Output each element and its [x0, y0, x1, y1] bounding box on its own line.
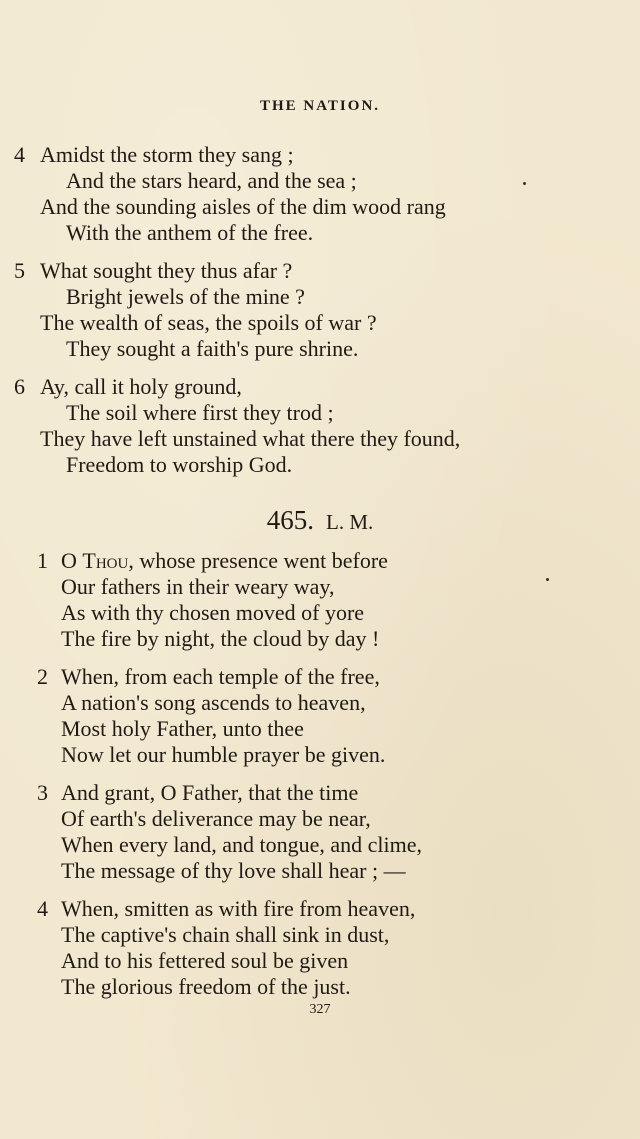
ink-speck: [546, 578, 549, 581]
stanza-line: Now let our humble prayer be given.: [61, 742, 386, 767]
stanza: [37, 548, 597, 652]
stanza: [37, 780, 597, 884]
stanza-line: 5 What sought they thus afar ?: [14, 258, 293, 283]
stanza-line: 1 O Thou, whose presence went before: [37, 548, 388, 573]
stanza: [14, 142, 574, 246]
stanza-line: And the stars heard, and the sea ;: [66, 168, 357, 193]
stanza-line: The fire by night, the cloud by day !: [61, 626, 380, 651]
hymn-heading: [0, 505, 640, 536]
stanza-line: And to his fettered soul be given: [61, 948, 349, 973]
hymn-meter: L. M.: [326, 510, 374, 534]
stanza-line: The message of thy love shall hear ; —: [61, 858, 406, 883]
ink-speck: [523, 182, 526, 185]
stanza-number: 6: [14, 374, 25, 399]
stanza-number: 2: [37, 664, 48, 689]
stanza-number: 5: [14, 258, 25, 283]
stanza-line: And the sounding aisles of the dim wood rang: [40, 194, 446, 219]
stanza: [14, 258, 574, 362]
page-number: 327: [309, 1002, 331, 1017]
stanza-line: They have left unstained what there they found,: [40, 426, 461, 451]
stanza-line: The wealth of seas, the spoils of war ?: [40, 310, 377, 335]
stanza-number: 4: [14, 142, 25, 167]
stanza-line: Freedom to worship God.: [66, 452, 293, 477]
stanza-line: 2 When, from each temple of the free,: [37, 664, 380, 689]
stanza-line: The captive's chain shall sink in dust,: [61, 922, 390, 947]
stanza-line: 6 Ay, call it holy ground,: [14, 374, 242, 399]
stanza-line: The glorious freedom of the just.: [61, 974, 351, 999]
stanza-line: Our fathers in their weary way,: [61, 574, 335, 599]
hymn-number: 465.: [266, 505, 314, 535]
stanza: [37, 896, 597, 1000]
stanza-line: With the anthem of the free.: [66, 220, 314, 245]
stanza-line: 3 And grant, O Father, that the time: [37, 780, 359, 805]
stanza-line: Most holy Father, unto thee: [61, 716, 304, 741]
stanza-line: They sought a faith's pure shrine.: [66, 336, 359, 361]
stanza-line: A nation's song ascends to heaven,: [61, 690, 366, 715]
stanza-line: As with thy chosen moved of yore: [61, 600, 365, 625]
stanza-line: When every land, and tongue, and clime,: [61, 832, 423, 857]
stanza-number: 1: [37, 548, 48, 573]
stanza-line: The soil where first they trod ;: [66, 400, 334, 425]
stanza: [14, 374, 574, 478]
stanza: [37, 664, 597, 768]
running-head: THE NATION.: [259, 98, 381, 114]
stanza-number: 4: [37, 896, 48, 921]
stanza-line: Bright jewels of the mine ?: [66, 284, 305, 309]
stanza-line: 4 When, smitten as with fire from heaven,: [37, 896, 416, 921]
stanza-number: 3: [37, 780, 48, 805]
stanza-line: Of earth's deliverance may be near,: [61, 806, 371, 831]
stanza-line: 4 Amidst the storm they sang ;: [14, 142, 294, 167]
